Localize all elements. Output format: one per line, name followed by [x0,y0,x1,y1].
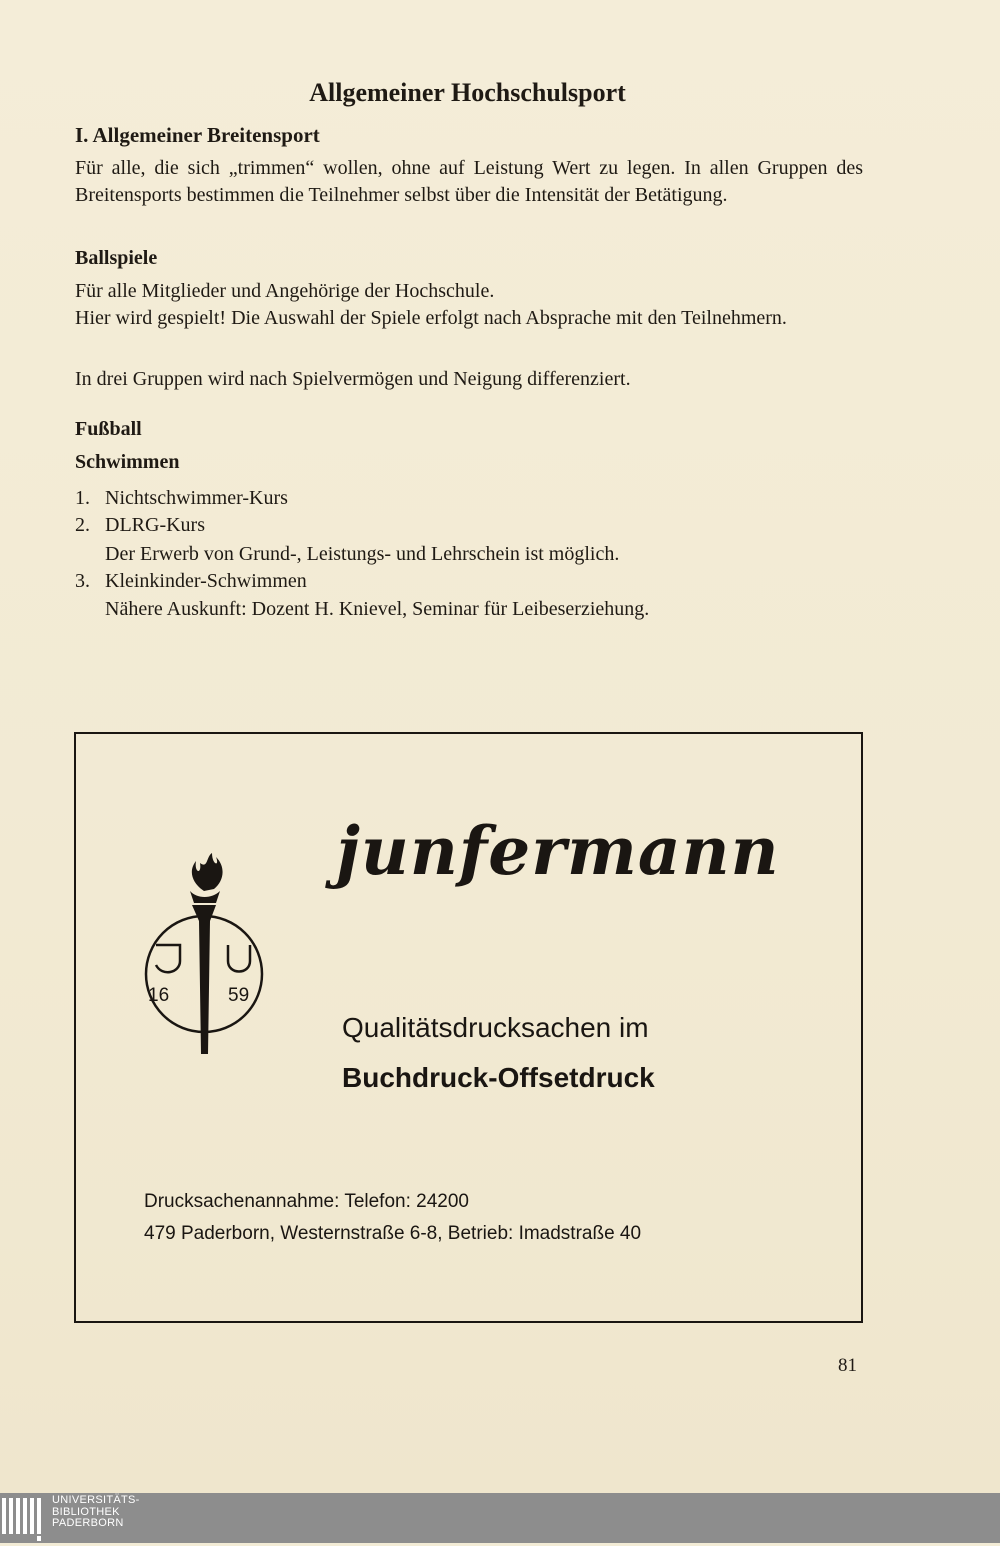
page-number: 81 [838,1355,857,1376]
list-item-note: Der Erwerb von Grund-, Leistungs- und Lehrschein ist möglich. [105,543,620,565]
ballspiele-line1: Für alle Mitglieder und Angehörige der Hochschule. [75,280,495,302]
list-item-note: Nähere Auskunft: Dozent H. Knievel, Seminar für Leibeserziehung. [105,598,650,620]
list-item: 3. Kleinkinder-Schwimmen [75,570,307,592]
page-title: Allgemeiner Hochschulsport [309,78,626,107]
list-item: 2. DLRG-Kurs [75,514,205,536]
heading-fussball: Fußball [75,418,142,440]
logo-year-left: 16 [148,985,170,1006]
section-heading-breitensport: I. Allgemeiner Breitensport [75,123,320,147]
advertisement-box [74,732,863,1323]
heading-ballspiele: Ballspiele [75,247,158,269]
heading-schwimmen: Schwimmen [75,451,180,473]
tagline-printing: Buchdruck-Offsetdruck [342,1062,655,1093]
tagline-quality: Qualitätsdrucksachen im [342,1012,649,1043]
logo-year-right: 59 [228,985,250,1006]
torch-logo-icon [142,849,267,1063]
ballspiele-line2: Hier wird gespielt! Die Auswahl der Spiele erfolgt nach Absprache mit den Teilnehmern. [75,307,787,329]
library-logo-icon [2,1494,48,1546]
list-item: 1. Nichtschwimmer-Kurs [75,487,288,509]
breitensport-text: Für alle, die sich „trimmen“ wollen, ohne auf Leistung Wert zu legen. In allen Gruppen des Breitensports bestimmen die Teilnehmer selbst über die Intensität der Betätigung. [75,157,863,206]
contact-address: 479 Paderborn, Westernstraße 6-8, Betrieb: Imadstraße 40 [144,1223,642,1244]
library-footer [0,1493,1000,1543]
brand-name: junfermann [336,812,780,890]
contact-phone: Drucksachenannahme: Telefon: 24200 [144,1191,469,1212]
library-name: UNIVERSITÄTS- BIBLIOTHEK PADERBORN [52,1494,140,1529]
ballspiele-line3: In drei Gruppen wird nach Spielvermögen und Neigung differenziert. [75,368,631,390]
